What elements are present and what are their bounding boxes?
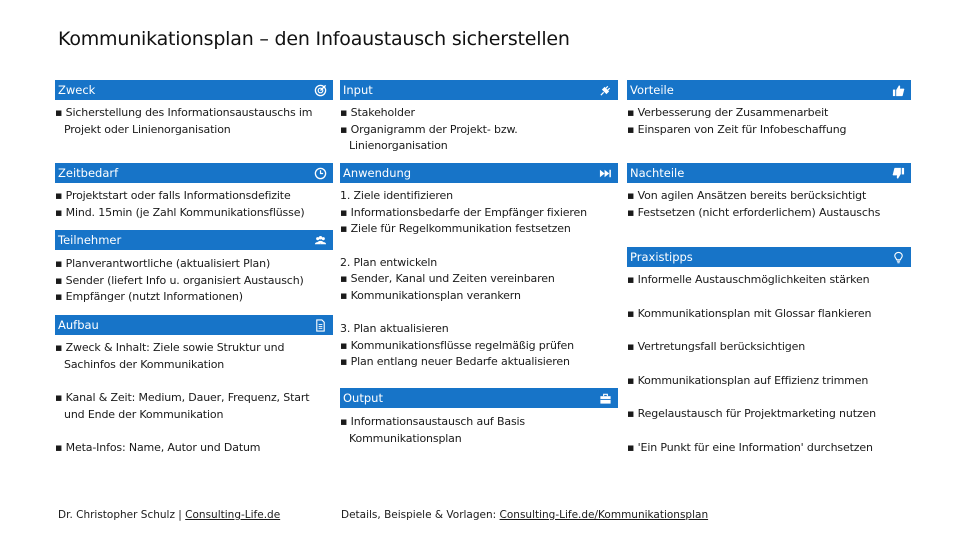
section-label: Vorteile [630,83,674,97]
list-item: ▪ Kommunikationsplan verankern [340,288,521,302]
document-icon [311,316,329,334]
step-title: 1. Ziele identifizieren [340,189,453,202]
list-item: ▪ 'Ein Punkt für eine Information' durchsetzen [627,440,873,454]
people-icon [311,231,329,249]
list-item: ▪ Informelle Austauschmöglichkeiten stärken [627,273,870,286]
list-item: ▪ Einsparen von Zeit für Infobeschaffung [627,122,847,136]
section-label: Output [343,391,383,405]
list-item: ▪ Stakeholder [340,106,415,119]
list-item: ▪ Regelaustausch für Projektmarketing nutzen [627,407,876,420]
footer-author [58,509,280,521]
section-label: Zeitbedarf [58,166,119,180]
section-body-aufbau [55,340,333,457]
section-header-zeitbedarf [55,163,333,183]
target-icon [311,81,329,99]
thumbs-down-icon [889,164,907,182]
section-label: Praxistipps [630,250,693,264]
list-item: ▪ Zweck & Inhalt: Ziele sowie Struktur und Sachinfos der Kommunikation [55,341,285,371]
list-item: ▪ Meta-Infos: Name, Autor und Datum [55,441,261,454]
section-label: Anwendung [343,166,412,180]
clock-icon [311,164,329,182]
footer-author-text: Dr. Christopher Schulz | [58,509,186,521]
list-item: ▪ Sicherstellung des Informationsaustauschs im Projekt oder Linienorganisation [55,106,313,136]
step-title: 2. Plan entwickeln [340,255,438,269]
list-item: ▪ Plan entlang neuer Bedarfe aktualisieren [340,355,570,368]
section-header-zweck [55,80,333,100]
list-item: ▪ Festsetzen (nicht erforderlichem) Austauschs [627,205,881,219]
list-item: ▪ Empfänger (nutzt Informationen) [55,290,243,303]
lightbulb-icon [889,248,907,266]
list-item: ▪ Kanal & Zeit: Medium, Dauer, Frequenz, Start und Ende der Kommunikation [55,391,310,421]
section-header-teilnehmer [55,230,333,250]
list-item: ▪ Vertretungsfall berücksichtigen [627,340,806,353]
section-header-output [340,388,618,408]
section-header-anwendung [340,163,618,183]
list-item: ▪ Projektstart oder falls Informationsdefizite [55,189,291,202]
section-body-nachteile [627,188,911,221]
thumbs-up-icon [889,81,907,99]
step-title: 3. Plan aktualisieren [340,322,449,335]
section-body-zweck [55,105,333,138]
section-body-anwendung [340,188,618,371]
list-item: ▪ Sender, Kanal und Zeiten vereinbaren [340,272,555,285]
section-body-input [340,105,618,155]
footer-details [341,509,708,521]
list-item: ▪ Verbesserung der Zusammenarbeit [627,106,829,119]
section-body-vorteile [627,105,911,138]
footer-details-link[interactable]: Consulting-Life.de/Kommunikationsplan [499,509,709,521]
section-header-praxistipps [627,247,911,267]
page-title: Kommunikationsplan – den Infoaustausch sicherstellen [58,28,570,50]
list-item: ▪ Organigramm der Projekt- bzw. Linienorganisation [340,122,518,152]
section-label: Aufbau [58,318,99,332]
list-item: ▪ Kommunikationsplan auf Effizienz trimmen [627,373,869,387]
section-label: Nachteile [630,166,685,180]
briefcase-icon [596,389,614,407]
list-item: ▪ Kommunikationsplan mit Glossar flankieren [627,306,872,320]
play-forward-icon [596,164,614,182]
section-body-zeitbedarf [55,188,333,221]
list-item: ▪ Informationsaustausch auf Basis Kommunikationsplan [340,415,526,445]
list-item: ▪ Sender (liefert Info u. organisiert Austausch) [55,273,304,287]
footer-author-link[interactable]: Consulting-Life.de [185,509,281,521]
section-body-output [340,414,618,447]
list-item: ▪ Ziele für Regelkommunikation festsetzen [340,222,571,235]
list-item: ▪ Informationsbedarfe der Empfänger fixieren [340,205,587,219]
list-item: ▪ Planverantwortliche (aktualisiert Plan) [55,257,271,270]
section-body-teilnehmer [55,256,333,306]
list-item: ▪ Mind. 15min (je Zahl Kommunikationsflüsse) [55,205,305,219]
section-header-vorteile [627,80,911,100]
section-header-input [340,80,618,100]
section-body-praxistipps [627,272,911,473]
plug-icon [596,81,614,99]
section-label: Teilnehmer [58,233,122,247]
section-header-nachteile [627,163,911,183]
section-label: Zweck [58,83,96,97]
list-item: ▪ Kommunikationsflüsse regelmäßig prüfen [340,338,574,352]
list-item: ▪ Von agilen Ansätzen bereits berücksichtigt [627,189,867,202]
section-header-aufbau [55,315,333,335]
footer-details-text: Details, Beispiele & Vorlagen: [341,509,500,521]
section-label: Input [343,83,373,97]
